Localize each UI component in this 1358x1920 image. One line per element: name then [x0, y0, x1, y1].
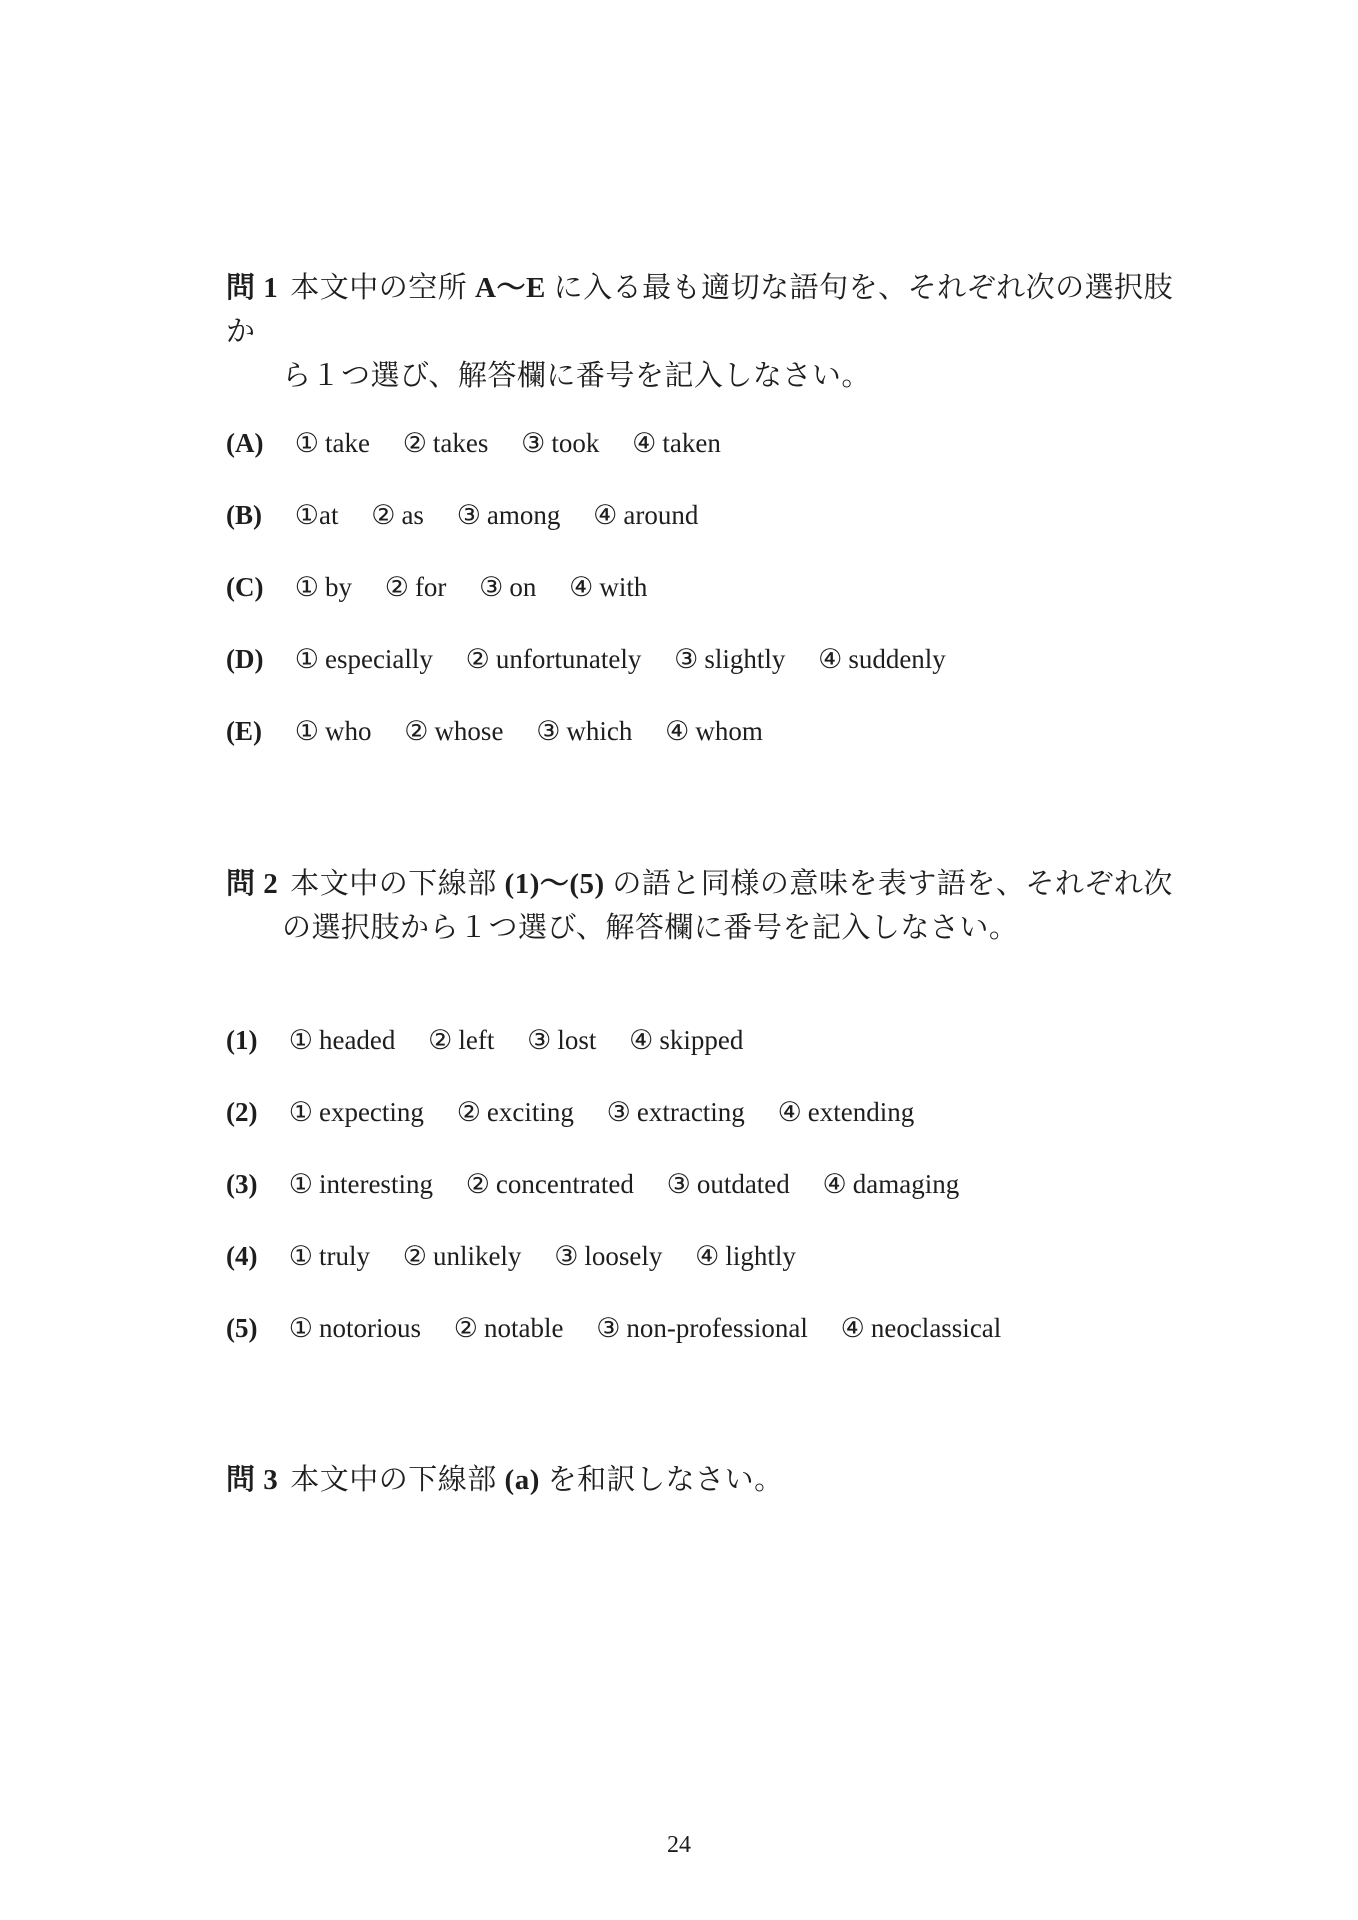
choice-1[interactable]	[289, 1238, 370, 1274]
choice-4[interactable]	[778, 1094, 915, 1130]
question-3-text-b: を和訳しなさい。	[539, 1464, 784, 1496]
choice-text: slightly	[704, 644, 786, 674]
question-2-text-b: の語と同様の意味を表す語を、それぞれ次	[604, 868, 1173, 900]
circled-number: ④	[629, 1025, 654, 1055]
choice-text: around	[623, 500, 699, 530]
option-label: (4)	[226, 1241, 258, 1271]
circled-number: ③	[536, 716, 561, 746]
question-1-range: A〜E	[475, 272, 546, 304]
page-number: 24	[667, 1832, 691, 1858]
choice-text: whom	[695, 716, 763, 746]
choice-2[interactable]	[385, 569, 447, 605]
choice-4[interactable]	[629, 1022, 743, 1058]
circled-number: ①	[294, 428, 319, 458]
choice-text: among	[486, 500, 561, 530]
choice-1[interactable]	[295, 641, 433, 677]
choice-3[interactable]	[607, 1094, 745, 1130]
choice-text: extending	[807, 1097, 915, 1127]
question-1-number: 問 1	[226, 272, 279, 304]
choice-text: loosely	[584, 1241, 663, 1271]
circled-number: ④	[818, 644, 843, 674]
choice-text: whose	[434, 716, 504, 746]
choice-2[interactable]	[371, 497, 424, 533]
choice-text: exciting	[486, 1097, 574, 1127]
choice-1[interactable]	[289, 1310, 421, 1346]
option-label: (E)	[226, 716, 262, 746]
choice-4[interactable]	[632, 425, 721, 461]
option-row-A	[226, 425, 747, 461]
question-2-text-a: 本文中の下線部	[290, 868, 505, 900]
choice-text: took	[551, 428, 600, 458]
choice-text: lightly	[725, 1241, 796, 1271]
circled-number: ③	[674, 644, 699, 674]
choice-4[interactable]	[695, 1238, 796, 1274]
choice-3[interactable]	[479, 569, 536, 605]
circled-number: ④	[665, 716, 690, 746]
choice-text: who	[324, 716, 372, 746]
choice-text: expecting	[318, 1097, 424, 1127]
circled-number: ①	[294, 644, 319, 674]
choice-2[interactable]	[403, 425, 489, 461]
choice-2[interactable]	[403, 1238, 522, 1274]
choice-2[interactable]	[466, 641, 642, 677]
circled-number: ③	[554, 1241, 579, 1271]
choice-4[interactable]	[818, 641, 946, 677]
circled-number: ④	[840, 1313, 865, 1343]
choice-text: on	[509, 572, 537, 602]
circled-number: ④	[569, 572, 594, 602]
choice-3[interactable]	[521, 425, 599, 461]
choice-2[interactable]	[457, 1094, 574, 1130]
circled-number: ①	[294, 500, 319, 530]
choice-2[interactable]	[454, 1310, 564, 1346]
choice-text: suddenly	[848, 644, 946, 674]
question-2-range: (1)〜(5)	[504, 868, 605, 900]
choice-1[interactable]	[295, 569, 352, 605]
circled-number: ①	[288, 1313, 313, 1343]
option-label: (1)	[226, 1025, 258, 1055]
question-3-range: (a)	[504, 1464, 540, 1496]
circled-number: ②	[453, 1313, 478, 1343]
choice-4[interactable]	[823, 1166, 960, 1202]
choice-text: take	[324, 428, 370, 458]
choice-1[interactable]	[289, 1094, 424, 1130]
circled-number: ②	[456, 1097, 481, 1127]
choice-text: left	[458, 1025, 495, 1055]
question-1-heading	[226, 266, 1186, 398]
circled-number: ③	[596, 1313, 621, 1343]
choice-3[interactable]	[527, 1022, 596, 1058]
circled-number: ④	[822, 1169, 847, 1199]
choice-3[interactable]	[457, 497, 561, 533]
choice-text: lost	[557, 1025, 597, 1055]
question-1-text-b: に入る最も適切な語句を、それぞれ次の選択肢か	[226, 272, 1174, 348]
option-label: (3)	[226, 1169, 258, 1199]
circled-number: ④	[632, 428, 657, 458]
choice-2[interactable]	[404, 713, 503, 749]
choice-text: unlikely	[432, 1241, 522, 1271]
question-3-heading	[226, 1458, 1186, 1502]
circled-number: ④	[593, 500, 618, 530]
choice-text: which	[566, 716, 633, 746]
choice-1[interactable]	[289, 1166, 433, 1202]
choice-text: especially	[324, 644, 433, 674]
choice-text: interesting	[318, 1169, 433, 1199]
circled-number: ③	[521, 428, 546, 458]
choice-1[interactable]	[295, 497, 339, 533]
option-row-5	[226, 1310, 1027, 1346]
option-label: (C)	[226, 572, 264, 602]
question-2-text-line2: の選択肢から１つ選び、解答欄に番号を記入しなさい。	[282, 912, 1019, 944]
option-label: (D)	[226, 644, 264, 674]
circled-number: ①	[288, 1169, 313, 1199]
circled-number: ②	[371, 500, 396, 530]
question-3-text-a: 本文中の下線部	[290, 1464, 505, 1496]
choice-text: for	[414, 572, 447, 602]
circled-number: ①	[288, 1097, 313, 1127]
option-row-2	[226, 1094, 940, 1130]
choice-3[interactable]	[674, 641, 785, 677]
choice-text: takes	[432, 428, 489, 458]
choice-text: extracting	[636, 1097, 745, 1127]
circled-number: ①	[288, 1025, 313, 1055]
choice-text: headed	[318, 1025, 396, 1055]
circled-number: ③	[479, 572, 504, 602]
option-row-C	[226, 569, 673, 605]
choice-text: non-professional	[626, 1313, 808, 1343]
choice-3[interactable]	[536, 713, 632, 749]
choice-1[interactable]	[289, 1022, 396, 1058]
circled-number: ①	[294, 716, 319, 746]
option-row-D	[226, 641, 972, 677]
circled-number: ②	[465, 1169, 490, 1199]
question-1-text-line2: ら１つ選び、解答欄に番号を記入しなさい。	[282, 360, 871, 392]
choice-text: neoclassical	[870, 1313, 1002, 1343]
circled-number: ①	[294, 572, 319, 602]
choice-text: skipped	[659, 1025, 744, 1055]
choice-text: notorious	[318, 1313, 421, 1343]
choice-text: notable	[483, 1313, 564, 1343]
choice-3[interactable]	[667, 1166, 790, 1202]
circled-number: ③	[456, 500, 481, 530]
choice-text: concentrated	[495, 1169, 634, 1199]
choice-4[interactable]	[841, 1310, 1002, 1346]
option-row-3	[226, 1166, 985, 1202]
circled-number: ④	[777, 1097, 802, 1127]
circled-number: ③	[606, 1097, 631, 1127]
question-3-number: 問 3	[226, 1464, 279, 1496]
choice-2[interactable]	[466, 1166, 634, 1202]
choice-4[interactable]	[665, 713, 763, 749]
choice-3[interactable]	[554, 1238, 662, 1274]
circled-number: ②	[402, 1241, 427, 1271]
choice-text: truly	[318, 1241, 370, 1271]
choice-1[interactable]	[295, 425, 370, 461]
option-row-1	[226, 1022, 769, 1058]
option-row-4	[226, 1238, 822, 1274]
question-1-text-a: 本文中の空所	[290, 272, 476, 304]
question-2-number: 問 2	[226, 868, 279, 900]
circled-number: ①	[288, 1241, 313, 1271]
choice-text: by	[324, 572, 352, 602]
choice-text: with	[599, 572, 648, 602]
circled-number: ④	[695, 1241, 720, 1271]
choice-text: unfortunately	[495, 644, 642, 674]
option-row-B	[226, 497, 724, 533]
choice-2[interactable]	[428, 1022, 494, 1058]
choice-text: taken	[662, 428, 721, 458]
circled-number: ③	[666, 1169, 691, 1199]
choice-4[interactable]	[593, 497, 698, 533]
choice-1[interactable]	[295, 713, 372, 749]
choice-text: damaging	[852, 1169, 960, 1199]
choice-3[interactable]	[596, 1310, 808, 1346]
choice-text: outdated	[696, 1169, 790, 1199]
circled-number: ②	[465, 644, 490, 674]
option-label: (B)	[226, 500, 262, 530]
circled-number: ③	[527, 1025, 552, 1055]
circled-number: ②	[402, 428, 427, 458]
question-2-heading	[226, 862, 1186, 950]
choice-4[interactable]	[569, 569, 647, 605]
choice-text: at	[318, 500, 339, 530]
option-label: (A)	[226, 428, 264, 458]
option-label: (2)	[226, 1097, 258, 1127]
circled-number: ②	[404, 716, 429, 746]
option-label: (5)	[226, 1313, 258, 1343]
choice-text: as	[401, 500, 424, 530]
option-row-E	[226, 713, 789, 749]
circled-number: ②	[428, 1025, 453, 1055]
circled-number: ②	[384, 572, 409, 602]
